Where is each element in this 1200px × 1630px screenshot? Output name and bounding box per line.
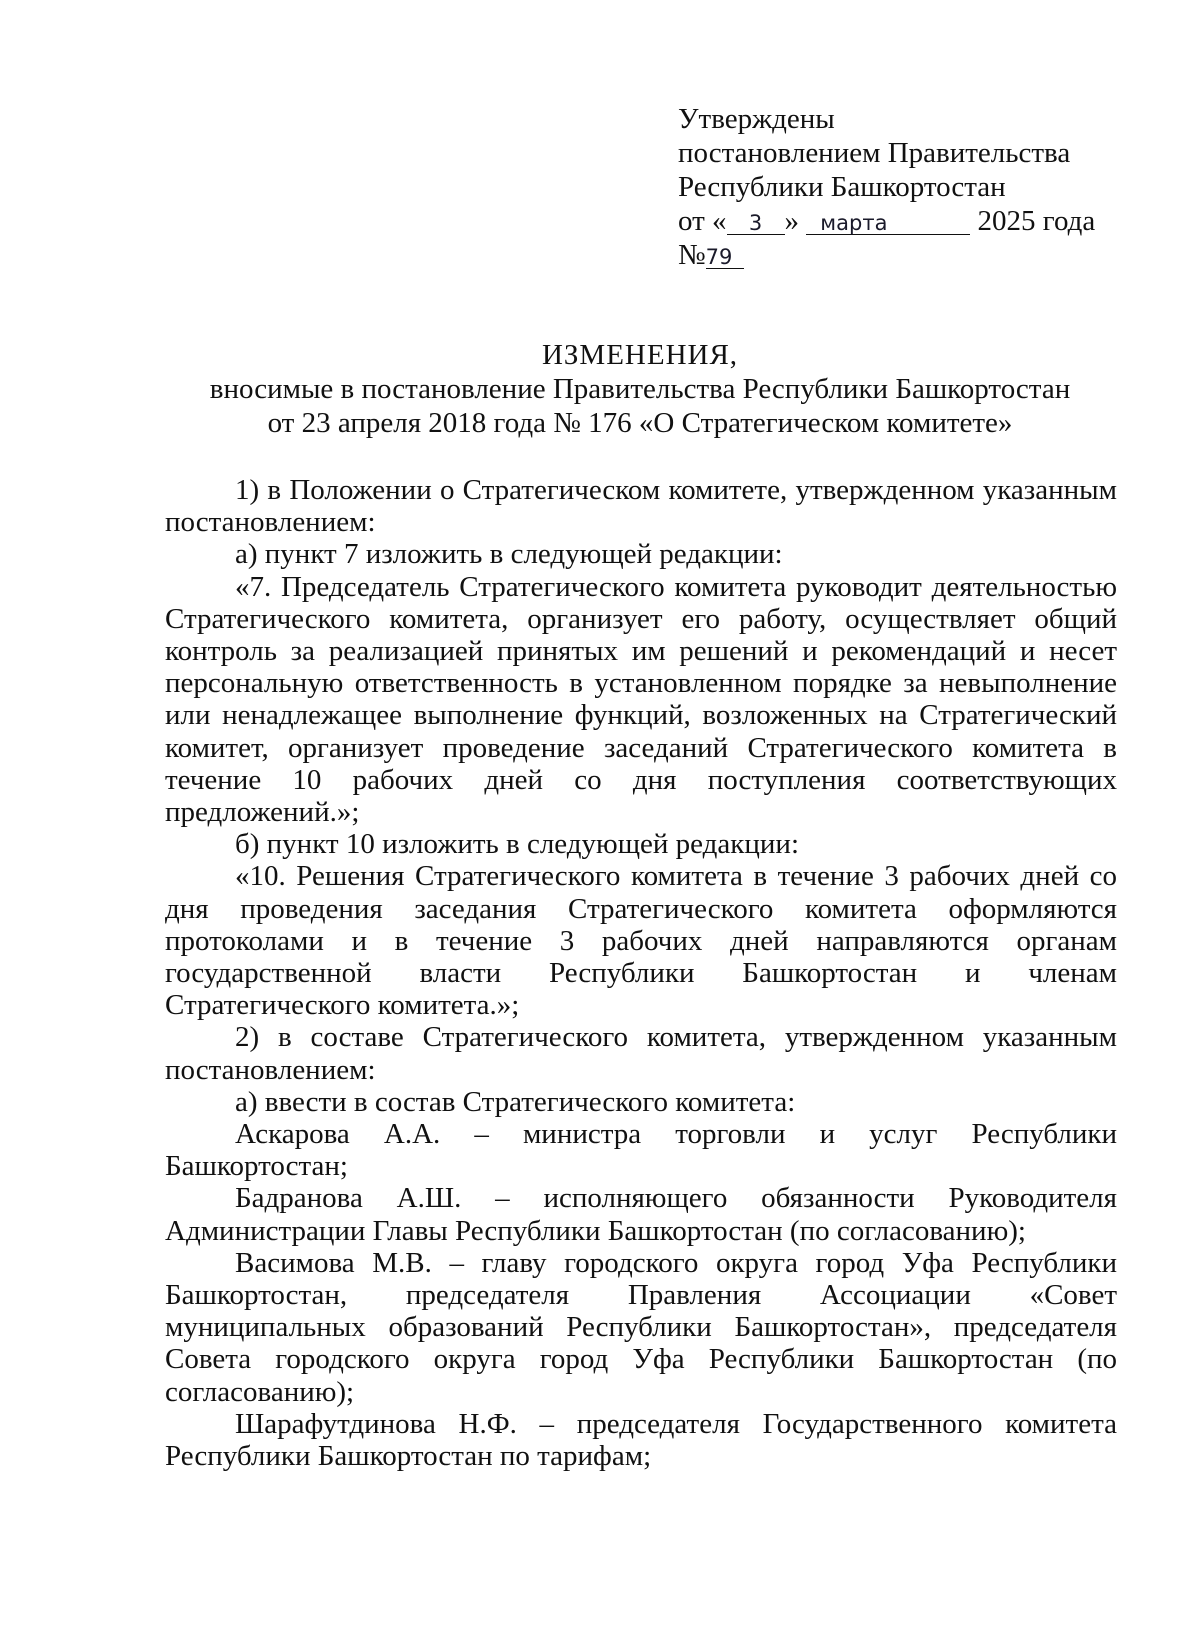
approval-stamp-block: [678, 102, 1138, 272]
approval-line-3: Республики Башкортостан: [678, 171, 1006, 203]
paragraph-10: Васимова М.В. – главу городского округа город Уфа Республики Башкортостан, председателя Правления Ассоциации «Совет муниципальных образований Республики Башкортостан», председателя Совета городского округа город Уфа Республики Башкортостан (по согласованию);: [165, 1246, 1117, 1408]
date-mid: »: [784, 205, 800, 237]
document-subtitle-line-1: вносимые в постановление Правительства Республики Башкортостан: [209, 373, 1071, 405]
paragraph-2: а) пункт 7 изложить в следующей редакции:: [235, 538, 783, 571]
paragraph-11: Шарафутдинова Н.Ф. – председателя Государственного комитета Республики Башкортостан по тарифам;: [165, 1407, 1117, 1473]
date-prefix: от «: [678, 205, 727, 237]
paragraph-1: 1) в Положении о Стратегическом комитете, утвержденном указанным постановлением:: [165, 474, 1117, 539]
paragraph-9: Бадранова А.Ш. – исполняющего обязанности Руководителя Администрации Главы Республики Башкортостан (по согласованию);: [165, 1182, 1117, 1247]
approval-number-line: [678, 238, 1138, 272]
date-month-handwritten: марта: [806, 212, 970, 235]
approval-line-1: Утверждены: [678, 103, 835, 135]
paragraph-3: «7. Председатель Стратегического комитета руководит деятельностью Стратегического комитета, организует его работу, осуществляет общий контроль за реализацией принятых им решений и рекомендаций и несет персональную ответственность в установленном порядке за невыполнение или ненадлежащее выполнение функций, возложенных на Стратегический комитет, организует проведение заседаний Стратегического комитета в течение 10 рабочих дней со дня поступления соответствующих предложений.»;: [165, 570, 1117, 829]
date-day-handwritten: 3: [727, 212, 785, 235]
paragraph-4: б) пункт 10 изложить в следующей редакции:: [235, 828, 799, 861]
approval-date-line: [678, 204, 1138, 238]
document-heading: ИЗМЕНЕНИЯ,: [541, 339, 739, 371]
document-title-block: [160, 338, 1120, 440]
paragraph-5: «10. Решения Стратегического комитета в течение 3 рабочих дней со дня проведения заседания Стратегического комитета оформляются протоколами и в течение 3 рабочих дней направляются органам государственной власти Республики Башкортостан и членам Стратегического комитета.»;: [165, 860, 1117, 1022]
document-subtitle-line-2: от 23 апреля 2018 года № 176 «О Стратегическом комитете»: [267, 407, 1013, 439]
paragraph-7: а) ввести в состав Стратегического комитета:: [235, 1085, 796, 1118]
paragraph-6: 2) в составе Стратегического комитета, утвержденном указанным постановлением:: [165, 1021, 1117, 1086]
paragraph-8: Аскарова А.А. – министра торговли и услуг Республики Башкортостан;: [165, 1118, 1117, 1183]
approval-line-2: постановлением Правительства: [678, 137, 1071, 169]
date-suffix: 2025 года: [977, 205, 1096, 237]
document-body: [165, 474, 1117, 1472]
number-prefix: №: [678, 239, 706, 271]
number-handwritten: 79: [706, 246, 744, 269]
